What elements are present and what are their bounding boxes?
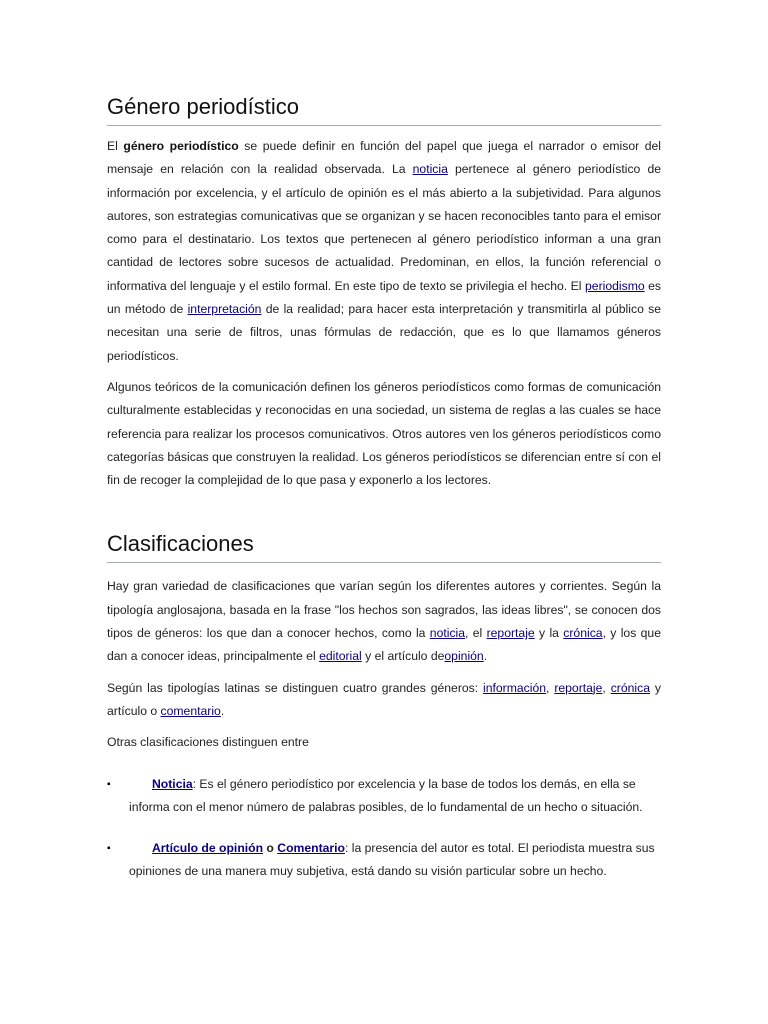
genres-bullet-list bbox=[107, 773, 661, 884]
text-run: y el artículo de bbox=[361, 649, 445, 664]
text-run: es un método de bbox=[107, 278, 662, 317]
link-cronica-2[interactable]: crónica bbox=[610, 680, 650, 695]
text-run: se puede definir en función del papel que juega el narrador o emisor del mensaje en relación con la realidad observada. La bbox=[107, 139, 662, 177]
clasificaciones-paragraph-1 bbox=[107, 575, 661, 668]
link-periodismo[interactable]: periodismo bbox=[585, 278, 645, 293]
square-bullet-icon: ▪ bbox=[107, 778, 111, 790]
text-run: . bbox=[220, 703, 225, 718]
text-run: , el bbox=[465, 626, 487, 641]
link-cronica[interactable]: crónica bbox=[563, 626, 603, 641]
text-run: Según las tipologías latinas se distinguen cuatro grandes géneros: bbox=[107, 680, 484, 695]
link-term-articulo-opinion[interactable]: Artículo de opinión bbox=[152, 841, 264, 856]
bullet-text: : la presencia del autor es total. El periodista muestra sus opiniones de una manera muy subjetiva, está dando su visión particular sobre un hecho. bbox=[129, 841, 655, 879]
bold-term-genero: género periodístico bbox=[123, 139, 239, 153]
link-term-comentario[interactable]: Comentario bbox=[277, 841, 345, 856]
link-comentario[interactable]: comentario bbox=[160, 703, 221, 718]
link-term-noticia[interactable]: Noticia bbox=[152, 776, 193, 791]
link-editorial[interactable]: editorial bbox=[319, 649, 362, 664]
text-run: El bbox=[107, 139, 124, 153]
heading-clasificaciones: Clasificaciones bbox=[107, 528, 661, 563]
article-content bbox=[107, 84, 661, 884]
text-run: pertenece al género periodístico de información por excelencia, y el artículo de opinión es el más abierto a la subjetividad. Para algunos autores, son estrategias comunicativas que se organizan y se hacen reconocibles tanto para el emisor como para el destinatario. Los textos que pertenecen al género periodístico informan a una gran cantidad de lectores sobre sucesos de actualidad. Predominan, en ellos, la función referencial o informativa del lenguaje y el estilo formal. En este tipo de texto se privilegia el hecho. El bbox=[107, 162, 662, 293]
text-run: , bbox=[546, 680, 555, 695]
clasificaciones-paragraph-2 bbox=[107, 677, 661, 724]
link-noticia[interactable]: noticia bbox=[412, 162, 448, 177]
heading-genero-periodistico: Género periodístico bbox=[107, 91, 661, 126]
text-run: , y los que dan a conocer ideas, principalmente el bbox=[107, 626, 661, 664]
link-reportaje-2[interactable]: reportaje bbox=[554, 680, 603, 695]
list-item-articulo-opinion bbox=[107, 837, 661, 884]
link-reportaje[interactable]: reportaje bbox=[486, 626, 535, 641]
clasificaciones-paragraph-3: Otras clasificaciones distinguen entre bbox=[107, 735, 309, 750]
text-run: de la realidad; para hacer esta interpretación y transmitirla al público se necesitan una serie de filtros, unas fórmulas de redacción, que es lo que llamamos géneros periodísticos. bbox=[107, 302, 661, 363]
link-noticia-2[interactable]: noticia bbox=[429, 626, 466, 641]
text-run: y la bbox=[534, 626, 564, 641]
text-run: Hay gran variedad de clasificaciones que varían según los diferentes autores y corrientes. Según la tipología anglosajona, basada en la frase "los hechos son sagrados, las ideas libres", se conocen dos tipos de géneros: los que dan a conocer hechos, como la bbox=[107, 579, 661, 641]
square-bullet-icon: ▪ bbox=[107, 843, 111, 855]
link-opinion[interactable]: opinión bbox=[444, 649, 484, 664]
intro-paragraph-2: Algunos teóricos de la comunicación definen los géneros periodísticos como formas de comunicación culturalmente establecidas y reconocidas en una sociedad, un sistema de reglas a las cuales se hace referencia para realizar los procesos comunicativos. Otros autores ven los géneros periodísticos como categorías básicas que construyen la realidad. Los géneros periodísticos se diferencian entre sí con el fin de recoger la complejidad de lo que pasa y exponerlo a los lectores. bbox=[107, 379, 661, 488]
list-item-noticia bbox=[107, 773, 661, 820]
text-run: y artículo o bbox=[107, 680, 661, 718]
conjunction-text: o bbox=[263, 841, 278, 856]
bullet-text: : Es el género periodístico por excelencia y la base de todos los demás, en ella se informa con el menor número de palabras posibles, de lo fundamental de un hecho o situación. bbox=[129, 776, 643, 814]
text-run: . bbox=[483, 649, 488, 664]
intro-paragraph-1 bbox=[107, 135, 661, 368]
link-informacion[interactable]: información bbox=[483, 680, 547, 695]
text-run: , bbox=[602, 680, 611, 695]
link-interpretacion[interactable]: interpretación bbox=[187, 302, 262, 317]
